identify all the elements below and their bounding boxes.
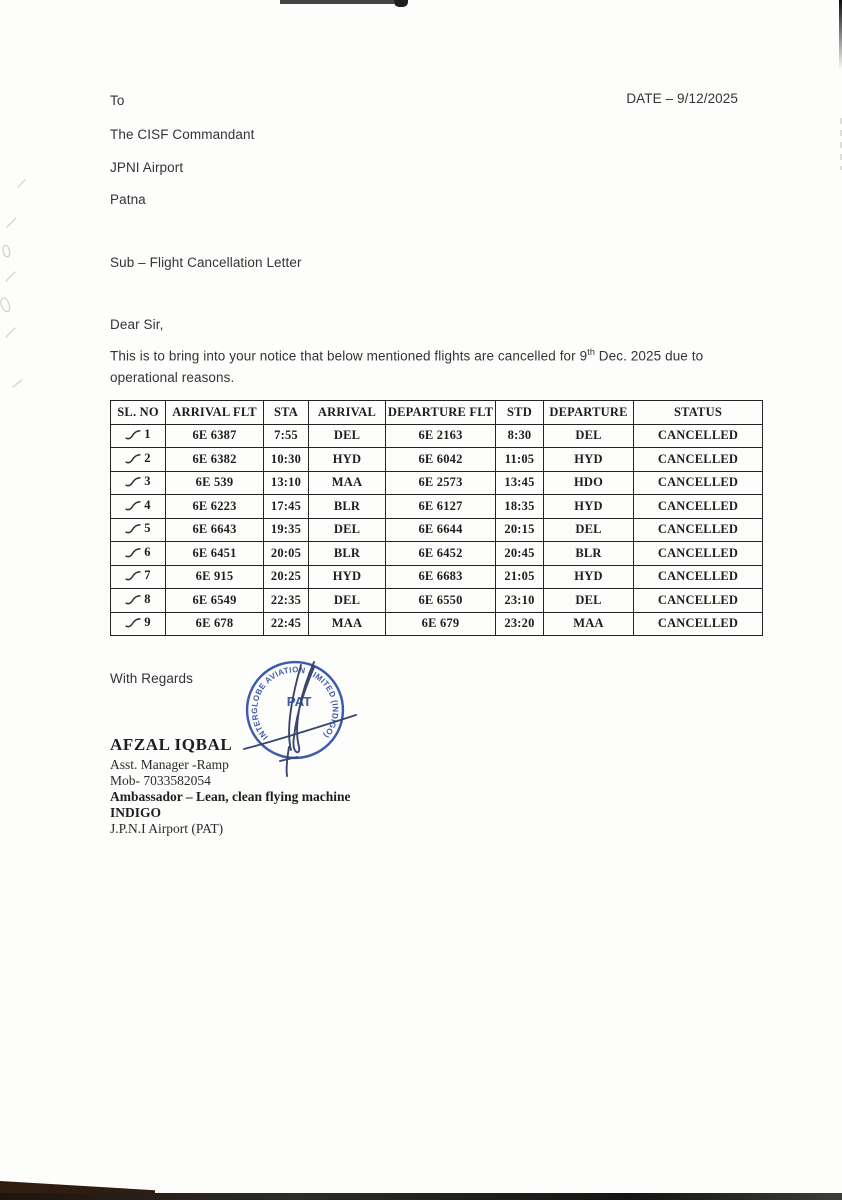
- scan-artifact-bottom-strip: [0, 1193, 842, 1200]
- table-cell: HYD: [544, 565, 634, 589]
- table-cell: 6E 539: [166, 471, 264, 495]
- table-cell: DEL: [544, 589, 634, 613]
- serial-cell: [111, 565, 166, 589]
- table-header-row: [111, 401, 763, 425]
- table-cell: MAA: [309, 471, 386, 495]
- table-cell: CANCELLED: [634, 424, 763, 448]
- salutation: Dear Sir,: [110, 317, 164, 332]
- handwritten-tick-icon: [125, 594, 142, 605]
- table-cell: 6E 6451: [166, 542, 264, 566]
- serial-number: 9: [144, 615, 151, 630]
- handwritten-tick-icon: [125, 500, 142, 511]
- table-cell: 6E 678: [166, 612, 264, 636]
- signatory-tagline: Ambassador – Lean, clean flying machine: [110, 789, 351, 804]
- table-cell: BLR: [309, 495, 386, 519]
- table-cell: 6E 915: [166, 565, 264, 589]
- column-header: ARRIVAL FLT: [166, 401, 264, 425]
- serial-cell: [111, 612, 166, 636]
- table-cell: 22:45: [264, 612, 309, 636]
- table-cell: HYD: [544, 448, 634, 472]
- serial-cell: [111, 495, 166, 519]
- serial-cell: [111, 424, 166, 448]
- handwritten-tick-icon: [125, 617, 142, 628]
- serial-number: 1: [144, 427, 151, 442]
- stamp-ring-text: INTERGLOBE AVIATION LIMITED (INDIGO): [250, 665, 340, 742]
- table-cell: 18:35: [496, 495, 544, 519]
- table-cell: BLR: [544, 542, 634, 566]
- table-cell: 6E 6382: [166, 448, 264, 472]
- table-cell: 19:35: [264, 518, 309, 542]
- table-cell: 6E 6644: [386, 518, 496, 542]
- table-cell: 6E 6223: [166, 495, 264, 519]
- table-cell: 6E 2163: [386, 424, 496, 448]
- body-line-1: This is to bring into your notice that below mentioned flights are cancelled for 9th Dec. 2025 due to: [110, 347, 704, 364]
- table-row: [111, 565, 763, 589]
- handwritten-tick-icon: [125, 453, 142, 464]
- table-cell: 6E 6387: [166, 424, 264, 448]
- closing: With Regards: [110, 671, 193, 686]
- table-cell: CANCELLED: [634, 495, 763, 519]
- scan-artifact-top-bar: [280, 0, 394, 4]
- table-cell: 17:45: [264, 495, 309, 519]
- table-cell: CANCELLED: [634, 565, 763, 589]
- column-header: SL. NO: [111, 401, 166, 425]
- table-row: [111, 612, 763, 636]
- table-cell: DEL: [544, 424, 634, 448]
- table-cell: 20:45: [496, 542, 544, 566]
- table-row: [111, 589, 763, 613]
- serial-cell: [111, 542, 166, 566]
- table-cell: 6E 679: [386, 612, 496, 636]
- to-label: To: [110, 93, 125, 108]
- serial-cell: [111, 448, 166, 472]
- serial-cell: [111, 589, 166, 613]
- faint-pen-scribbles: [0, 175, 30, 395]
- table-cell: 8:30: [496, 424, 544, 448]
- table-cell: 7:55: [264, 424, 309, 448]
- table-row: [111, 518, 763, 542]
- table-cell: CANCELLED: [634, 471, 763, 495]
- table-cell: CANCELLED: [634, 542, 763, 566]
- column-header: DEPARTURE: [544, 401, 634, 425]
- table-row: [111, 424, 763, 448]
- table-cell: 23:20: [496, 612, 544, 636]
- table-cell: DEL: [309, 518, 386, 542]
- signatory-title: Asst. Manager -Ramp: [110, 757, 229, 772]
- table-cell: CANCELLED: [634, 448, 763, 472]
- column-header: STATUS: [634, 401, 763, 425]
- table-cell: 20:05: [264, 542, 309, 566]
- recipient-line: JPNI Airport: [110, 160, 184, 175]
- table-cell: BLR: [309, 542, 386, 566]
- ordinal-superscript: th: [587, 347, 595, 357]
- serial-number: 4: [144, 497, 151, 512]
- column-header: DEPARTURE FLT: [386, 401, 496, 425]
- table-cell: 6E 6042: [386, 448, 496, 472]
- table-cell: HYD: [544, 495, 634, 519]
- table-cell: DEL: [309, 424, 386, 448]
- column-header: STD: [496, 401, 544, 425]
- table-row: [111, 448, 763, 472]
- table-cell: DEL: [309, 589, 386, 613]
- flight-table-body: [111, 424, 763, 636]
- table-cell: 10:30: [264, 448, 309, 472]
- table-cell: 6E 6643: [166, 518, 264, 542]
- table-cell: HDO: [544, 471, 634, 495]
- table-cell: HYD: [309, 565, 386, 589]
- table-cell: 6E 6549: [166, 589, 264, 613]
- flight-cancellation-table: [110, 400, 763, 636]
- signatory-name: AFZAL IQBAL: [110, 735, 233, 754]
- serial-number: 6: [144, 544, 151, 559]
- table-row: [111, 495, 763, 519]
- recipient-line: The CISF Commandant: [110, 127, 255, 142]
- signatory-mobile: Mob- 7033582054: [110, 773, 211, 788]
- table-cell: 6E 6550: [386, 589, 496, 613]
- handwritten-tick-icon: [125, 476, 142, 487]
- table-cell: HYD: [309, 448, 386, 472]
- date-label: DATE – 9/12/2025: [626, 91, 738, 106]
- serial-cell: [111, 471, 166, 495]
- handwritten-tick-icon: [125, 570, 142, 581]
- serial-cell: [111, 518, 166, 542]
- serial-number: 3: [144, 474, 151, 489]
- table-cell: 22:35: [264, 589, 309, 613]
- table-cell: 13:45: [496, 471, 544, 495]
- table-cell: 6E 6127: [386, 495, 496, 519]
- table-cell: 23:10: [496, 589, 544, 613]
- handwritten-tick-icon: [125, 547, 142, 558]
- table-cell: 11:05: [496, 448, 544, 472]
- table-cell: DEL: [544, 518, 634, 542]
- table-cell: 20:25: [264, 565, 309, 589]
- serial-number: 5: [144, 521, 151, 536]
- stamp-ring-icon: [247, 662, 343, 758]
- signatory-company: INDIGO: [110, 805, 162, 820]
- recipient-line: Patna: [110, 192, 146, 207]
- body-line-2: operational reasons.: [110, 370, 235, 385]
- table-cell: MAA: [309, 612, 386, 636]
- handwritten-tick-icon: [125, 523, 142, 534]
- column-header: ARRIVAL: [309, 401, 386, 425]
- table-cell: 20:15: [496, 518, 544, 542]
- table-cell: CANCELLED: [634, 612, 763, 636]
- table-cell: 6E 6452: [386, 542, 496, 566]
- stamp-center-text: PAT: [286, 693, 312, 709]
- subject-line: Sub – Flight Cancellation Letter: [110, 255, 302, 270]
- table-row: [111, 542, 763, 566]
- table-cell: MAA: [544, 612, 634, 636]
- scan-artifact-top-blob: [394, 0, 408, 7]
- serial-number: 8: [144, 591, 151, 606]
- serial-number: 2: [144, 450, 151, 465]
- serial-number: 7: [144, 568, 151, 583]
- handwritten-tick-icon: [125, 429, 142, 440]
- table-cell: 6E 2573: [386, 471, 496, 495]
- company-stamp: [244, 659, 346, 761]
- column-header: STA: [264, 401, 309, 425]
- table-cell: 6E 6683: [386, 565, 496, 589]
- table-cell: 21:05: [496, 565, 544, 589]
- table-cell: 13:10: [264, 471, 309, 495]
- table-cell: CANCELLED: [634, 589, 763, 613]
- signatory-airport: J.P.N.I Airport (PAT): [110, 821, 224, 836]
- table-row: [111, 471, 763, 495]
- table-cell: CANCELLED: [634, 518, 763, 542]
